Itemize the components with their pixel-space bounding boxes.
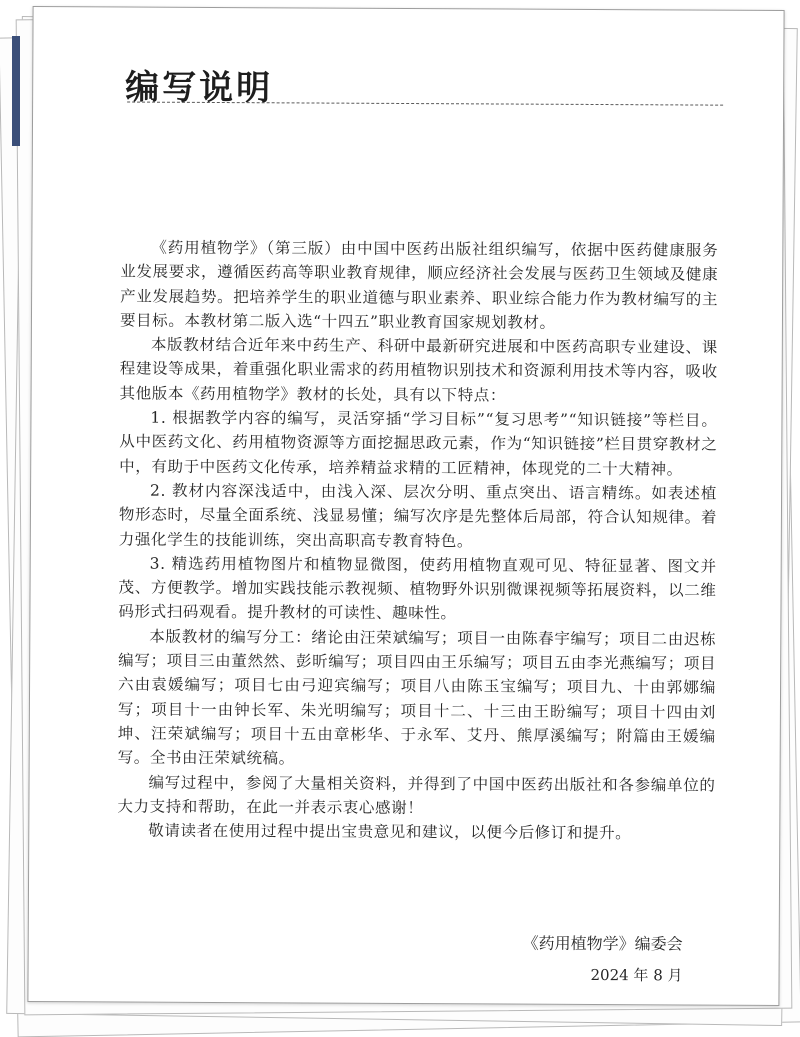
paragraph-feature-3: 3. 精选药用植物图片和植物显微图，使药用植物直观可见、特征显著、图文并茂、方便教学。增加实践技能示教视频、植物野外识别微课视频等拓展资料，以二维码形式扫码观看。提升教材的可读性、趣味性。 (118, 554, 717, 623)
signature: 《药用植物学》编委会 (522, 933, 683, 954)
paragraph-authors: 本版教材的编写分工：绪论由汪荣斌编写；项目一由陈春宇编写；项目二由迟栋编写；项目三由董然然、彭昕编写；项目四由王乐编写；项目五由李光燕编写；项目六由袁媛编写；项目七由弓迎宾编写；项目八由陈玉宝编写；项目九、十由郭娜编写；项目十一由钟长军、朱光明编写；项目十二、十三由王盼编写；项目十四由刘坤、汪荣斌编写；项目十五由章彬华、于永军、艾丹、熊厚溪编写；附篇由王媛编写。全书由汪荣斌统稿。 (117, 627, 717, 768)
page-title: 编写说明 (125, 67, 274, 109)
paragraph-feature-1: 1. 根据教学内容的编写，灵活穿插“学习目标”“复习思考”“知识链接”等栏目。从中医药文化、药用植物资源等方面挖掘思政元素，作为“知识链接”栏目贯穿教材之中，有助于中医药文化传承，培养精益求精的工匠精神，体现党的二十大精神。 (119, 408, 718, 479)
date: 2024 年 8 月 (590, 965, 683, 985)
body-text (117, 236, 718, 847)
paragraph-features: 本版教材结合近年来中药生产、科研中最新研究进展和中医药高职专业建设、课程建设等成果，着重强化职业需求的药用植物识别技术和资源利用技术等内容，吸收其他版本《药用植物学》教材的长处，具有以下特点： (119, 335, 718, 405)
paragraph-intro: 《药用植物学》（第三版）由中国中医药出版社组织编写，依据中医药健康服务业发展要求，遵循医药高等职业教育规律，顺应经济社会发展与医药卫生领域及健康产业发展趋势。把培养学生的职业道德与职业素养、职业综合能力作为教材编写的主要目标。本教材第二版入选“十四五”职业教育国家规划教材。 (119, 238, 719, 332)
paragraph-thanks: 编写过程中，参阅了大量相关资料，并得到了中国中医药出版社和各参编单位的大力支持和帮助，在此一并表示衷心感谢！ (117, 773, 716, 817)
cover-edge-strip (12, 36, 20, 146)
paragraph-feature-2: 2. 教材内容深浅适中，由浅入深、层次分明、重点突出、语言精练。如表述植物形态时，尽量全面系统、浅显易懂；编写次序是先整体后局部，符合认知规律。着力强化学生的技能训练，突出高职高专教育特色。 (118, 481, 718, 550)
document-page (27, 6, 784, 1006)
paragraph-feedback: 敬请读者在使用过程中提出宝贵意见和建议，以便今后修订和提升。 (148, 821, 632, 843)
